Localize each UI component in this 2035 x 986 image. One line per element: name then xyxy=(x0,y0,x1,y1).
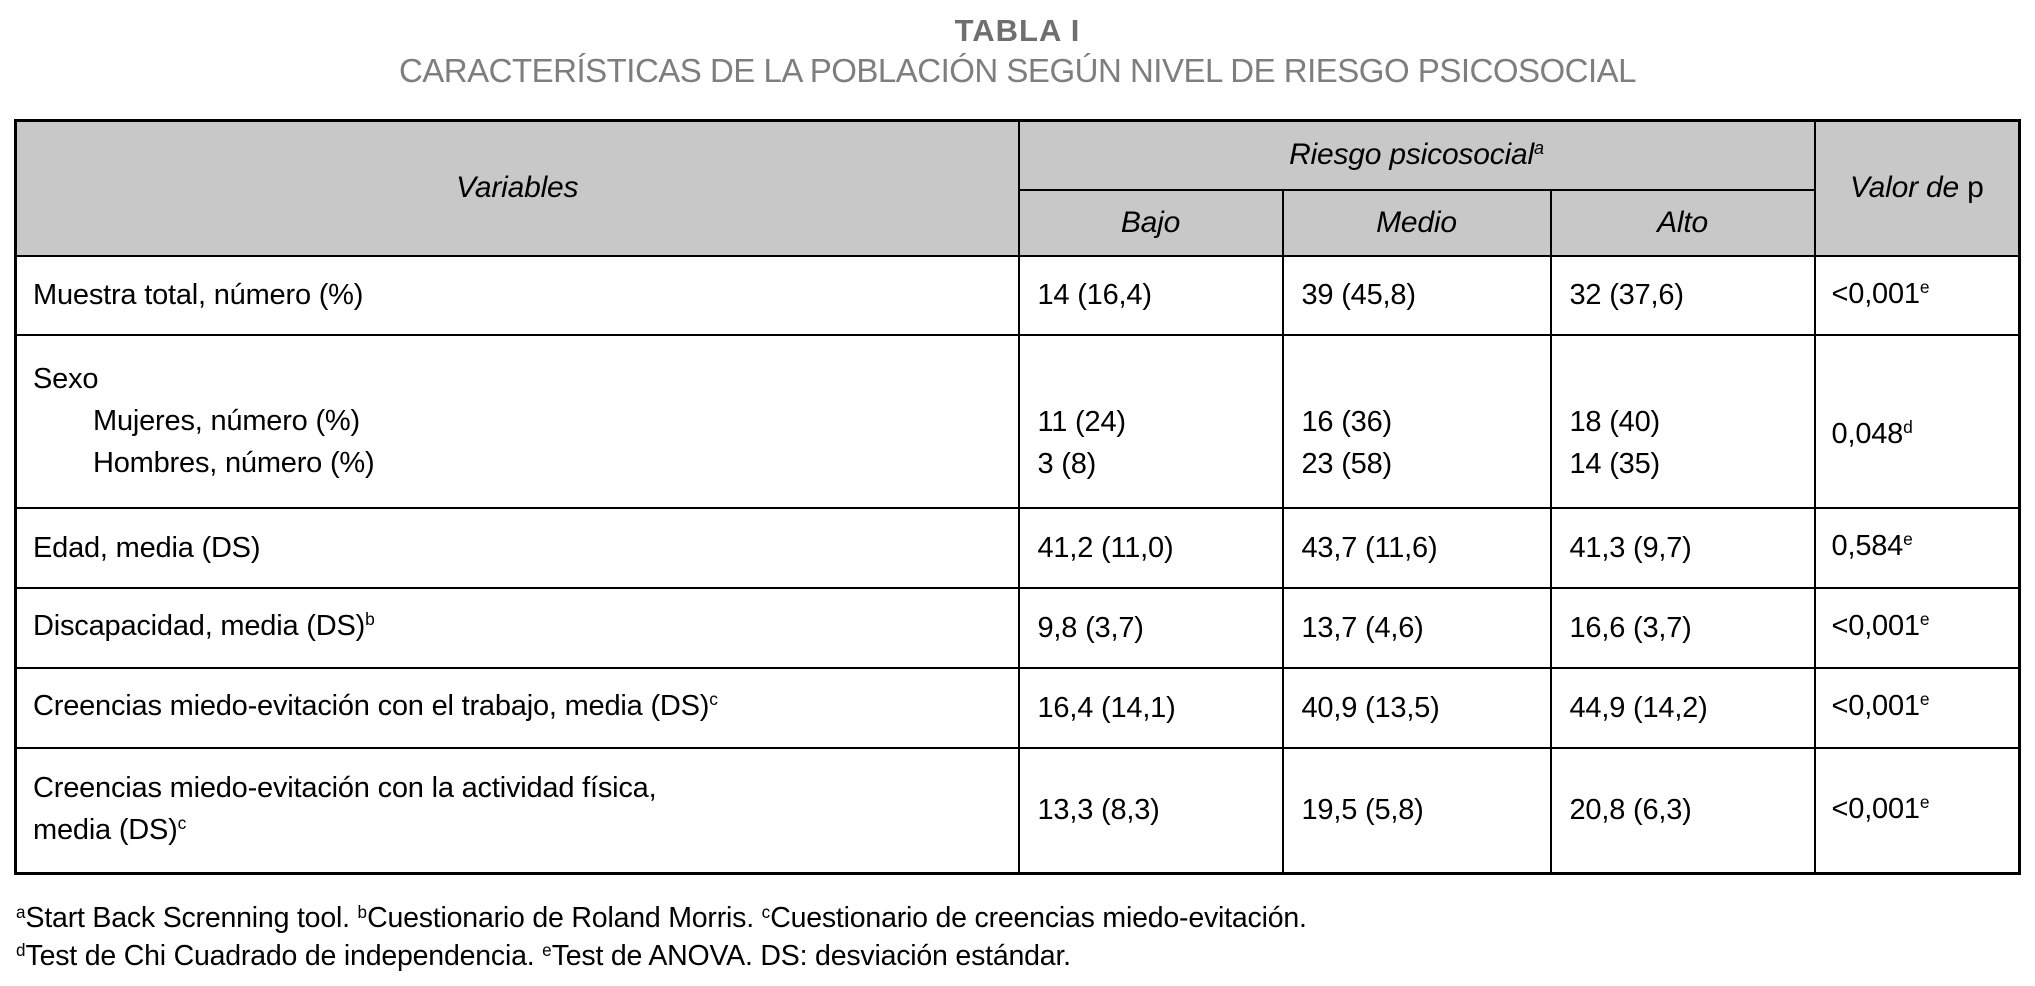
cell-medio: 19,5 (5,8) xyxy=(1283,748,1551,874)
cell-alto: 44,9 (14,2) xyxy=(1551,668,1815,748)
page-subtitle: CARACTERÍSTICAS DE LA POBLACIÓN SEGÚN NIVEL DE RIESGO PSICOSOCIAL xyxy=(398,52,1637,89)
cell-medio: 39 (45,8) xyxy=(1283,256,1551,335)
row-label: Muestra total, número (%) xyxy=(16,256,1019,335)
cell-bajo: 9,8 (3,7) xyxy=(1019,588,1283,668)
row-sublabel-mujeres: Mujeres, número (%) xyxy=(93,405,360,437)
cell-bajo: 13,3 (8,3) xyxy=(1019,748,1283,874)
row-label-line2: media (DS)$^c$ xyxy=(33,813,187,846)
cell-p-value: <0,001$^e$ xyxy=(1815,748,2020,874)
cell-medio: 13,7 (4,6) xyxy=(1283,588,1551,668)
header-variables: Variables xyxy=(16,121,1019,256)
cell-bajo: 16,4 (14,1) xyxy=(1019,668,1283,748)
cell-p-value: 0,584e xyxy=(1815,508,2020,588)
cell-alto: 41,3 (9,7) xyxy=(1551,508,1815,588)
footnote-line-1: $^a$Start Back Screnning tool. $^b$Cuestionario de Roland Morris. $^c$Cuestionario de creencias miedo-evitación. xyxy=(16,902,1307,934)
cell-bajo-mujeres: 11 (24) xyxy=(1037,406,1126,438)
cell-bajo xyxy=(1019,335,1283,508)
cell-bajo: 41,2 (11,0) xyxy=(1019,508,1283,588)
cell-p-value: <0,001$^e$ xyxy=(1815,256,2020,335)
cell-alto: 32 (37,6) xyxy=(1551,256,1815,335)
row-edad xyxy=(16,508,2020,588)
row-label-line1: Creencias miedo-evitación con la actividad física, xyxy=(33,771,657,804)
p-value-sexo: 0,048$^d$ xyxy=(1831,416,1913,450)
row-creencias-actividad xyxy=(16,748,2020,874)
row-label: Creencias miedo-evitación con el trabajo, media (DS)$^c$ xyxy=(16,668,1019,748)
header-level-alto: Alto xyxy=(1551,190,1815,256)
cell-p-value: <0,001$^e$ xyxy=(1815,668,2020,748)
cell-p-value: <0,001$^e$ xyxy=(1815,588,2020,668)
row-muestra-total xyxy=(16,256,2020,335)
cell-p-value xyxy=(1815,335,2020,508)
cell-alto-hombres: 14 (35) xyxy=(1569,448,1660,480)
header-level-medio: Medio xyxy=(1283,190,1551,256)
header-level-bajo: Bajo xyxy=(1019,190,1283,256)
header-row-group xyxy=(16,121,2020,190)
header-valor-de-p xyxy=(1815,121,2020,256)
table-body xyxy=(16,256,2020,874)
cell-medio xyxy=(1283,335,1551,508)
row-label: Edad, media (DS) xyxy=(16,508,1019,588)
characteristics-table xyxy=(14,119,2021,875)
cell-alto-mujeres: 18 (40) xyxy=(1569,406,1660,438)
header-valor-de-label: Valor de xyxy=(1849,171,1959,205)
row-label xyxy=(16,748,1019,874)
cell-medio-hombres: 23 (58) xyxy=(1301,448,1392,480)
row-discapacidad xyxy=(16,588,2020,668)
row-sexo xyxy=(16,335,2020,508)
table-footnotes xyxy=(16,901,2035,977)
row-label xyxy=(16,335,1019,508)
cell-alto: 16,6 (3,7) xyxy=(1551,588,1815,668)
row-sublabel-hombres: Hombres, número (%) xyxy=(93,447,375,479)
cell-alto xyxy=(1551,335,1815,508)
cell-medio-mujeres: 16 (36) xyxy=(1301,406,1392,438)
row-label: Discapacidad, media (DS)$^b$ xyxy=(16,588,1019,668)
cell-bajo: 14 (16,4) xyxy=(1019,256,1283,335)
page-title: TABLA I xyxy=(954,13,1081,48)
cell-medio: 43,7 (11,6) xyxy=(1283,508,1551,588)
row-creencias-trabajo xyxy=(16,668,2020,748)
cell-medio: 40,9 (13,5) xyxy=(1283,668,1551,748)
table-header xyxy=(16,121,2020,256)
cell-bajo-hombres: 3 (8) xyxy=(1037,448,1097,480)
header-riesgo-psicosocial-group: Riesgo psicosocial$^a$ xyxy=(1019,121,1815,190)
footnote-line-2: $^d$Test de Chi Cuadrado de independencia. $^e$Test de ANOVA. DS: desviación estándar. xyxy=(16,940,1071,972)
header-p-label: p xyxy=(1967,171,1984,205)
cell-alto: 20,8 (6,3) xyxy=(1551,748,1815,874)
row-label-sexo: Sexo xyxy=(33,363,99,395)
